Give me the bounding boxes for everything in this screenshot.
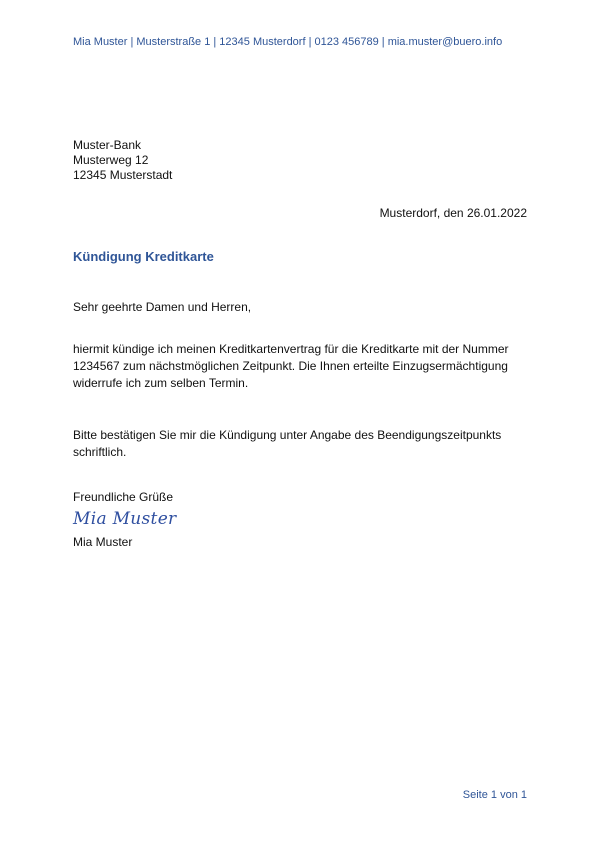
recipient-name: Muster-Bank bbox=[73, 138, 142, 152]
letter-subject: Kündigung Kreditkarte bbox=[73, 249, 214, 264]
signer-name: Mia Muster bbox=[73, 535, 133, 549]
body-paragraph: Bitte bestätigen Sie mir die Kündigung unter Angabe des Beendigungszeitpunkts schriftlich. bbox=[73, 428, 502, 459]
page-number: Seite 1 von 1 bbox=[462, 789, 527, 801]
closing-phrase: Freundliche Grüße bbox=[73, 490, 174, 504]
recipient-street: Musterweg 12 bbox=[73, 153, 149, 167]
sender-address-line: Mia Muster | Musterstraße 1 | 12345 Musterdorf | 0123 456789 | mia.muster@buero.info bbox=[73, 36, 503, 48]
place-and-date: Musterdorf, den 26.01.2022 bbox=[379, 206, 527, 220]
body-paragraph: hiermit kündige ich meinen Kreditkartenvertrag für die Kreditkarte mit der Nummer 1234567 zum nächstmöglichen Zeitpunkt. Die Ihnen erteilte Einzugsermächtigung widerrufe ich zum selben Termin. bbox=[73, 342, 509, 390]
handwritten-signature: Mia Muster bbox=[73, 509, 177, 529]
recipient-city: 12345 Musterstadt bbox=[73, 168, 173, 182]
salutation: Sehr geehrte Damen und Herren, bbox=[73, 300, 252, 314]
recipient-address-block bbox=[73, 138, 172, 183]
